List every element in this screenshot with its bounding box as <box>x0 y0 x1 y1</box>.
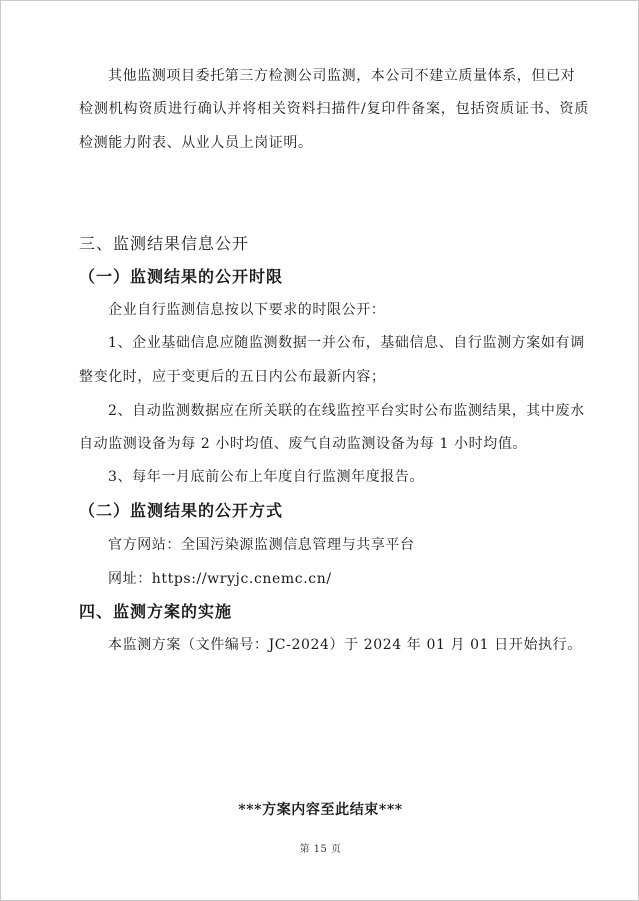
item2-line2: 自动监测设备为每 2 小时均值、废气自动监测设备为每 1 小时均值。 <box>79 436 528 452</box>
para1-line1: 其他监测项目委托第三方检测公司监测，本公司不建立质量体系，但已对 <box>108 68 576 84</box>
page-number: 第 15 页 <box>299 844 342 855</box>
section4-body: 本监测方案（文件编号：JC-2024）于 2024 年 01 月 01 日开始执行。 <box>108 637 582 653</box>
section3-heading: 三、监测结果信息公开 <box>79 234 250 253</box>
website-line: 官方网站：全国污染源监测信息管理与共享平台 <box>108 537 415 553</box>
end-note: ***方案内容至此结束*** <box>238 802 403 818</box>
item2-line1: 2、自动监测数据应在所关联的在线监控平台实时公布监测结果，其中废水 <box>108 403 585 419</box>
item1-line1: 1、企业基础信息应随监测数据一并公布，基础信息、自行监测方案如有调 <box>108 335 585 351</box>
item3: 3、每年一月底前公布上年度自行监测年度报告。 <box>108 469 425 485</box>
url-line: 网址：https://wryjc.cnemc.cn/ <box>108 571 332 587</box>
section3-sub2-heading: （二）监测结果的公开方式 <box>79 501 284 520</box>
sub1-intro: 企业自行监测信息按以下要求的时限公开： <box>108 302 386 318</box>
para1-line3: 检测能力附表、从业人员上岗证明。 <box>79 135 313 151</box>
section3-sub1-heading: （一）监测结果的公开时限 <box>79 267 284 286</box>
para1-line2: 检测机构资质进行确认并将相关资料扫描件/复印件备案，包括资质证书、资质 <box>79 101 589 117</box>
section4-heading: 四、监测方案的实施 <box>79 602 233 621</box>
item1-line2: 整变化时，应于变更后的五日内公布最新内容； <box>79 369 386 385</box>
